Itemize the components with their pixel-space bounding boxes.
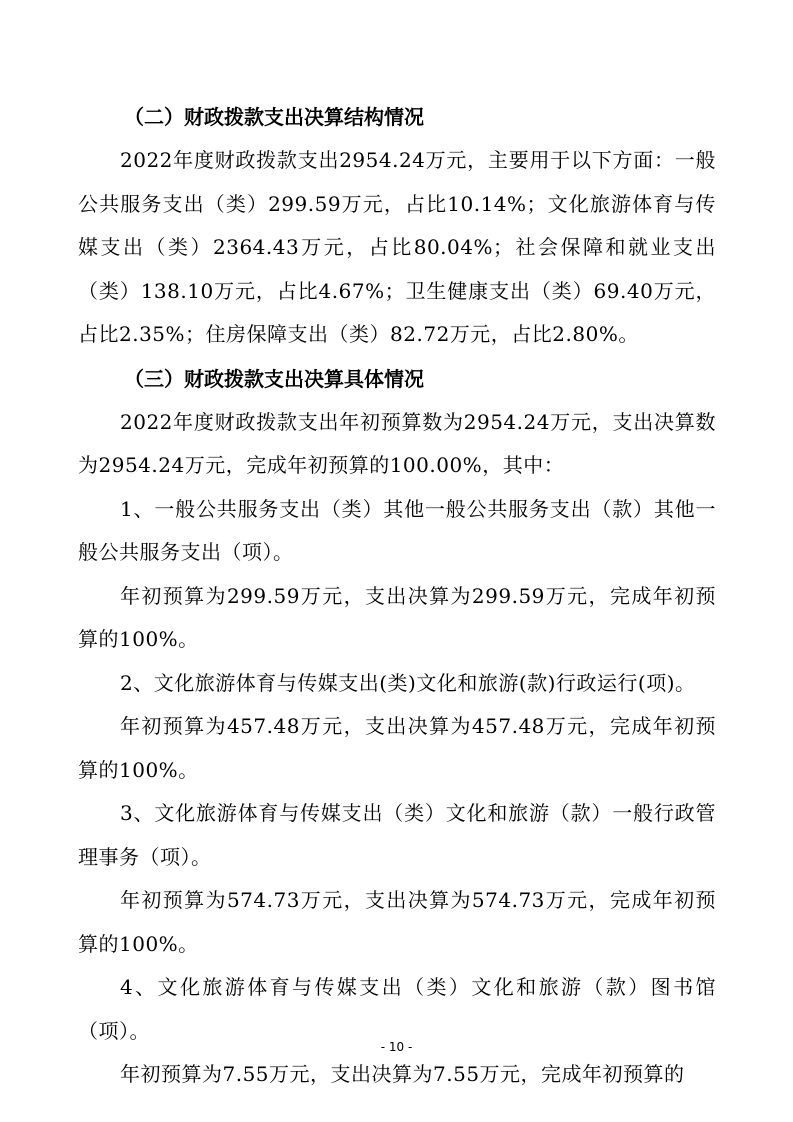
item-title: 4、文化旅游体育与传媒支出（类）文化和旅游（款）图书馆（项）。 [78, 975, 716, 1043]
paragraph-expenditure-structure: 2022年度财政拨款支出2954.24万元，主要用于以下方面：一般公共服务支出（类）299.59万元，占比10.14%；文化旅游体育与传媒支出（类）2364.43万元，占比80.04%；社会保障和就业支出（类）138.10万元，占比4.67%；卫生健康支出（类）69.40万元，占比2.35%；住房保障支出（类）82.72万元，占比2.80%。 [78, 148, 716, 346]
document-body [78, 95, 716, 1097]
item-title: 2、文化旅游体育与传媒支出(类)文化和旅游(款)行政运行(项)。 [120, 670, 696, 695]
section-heading-expenditure-structure: （二）财政拨款支出决算结构情况 [124, 105, 424, 129]
item-detail: 年初预算为457.48万元，支出决算为457.48万元，完成年初预算的100%。 [78, 714, 716, 782]
section-heading-expenditure-details: （三）财政拨款支出决算具体情况 [124, 366, 424, 391]
item-title: 3、文化旅游体育与传媒支出（类）文化和旅游（款）一般行政管理事务（项）。 [78, 801, 716, 869]
item-title: 1、一般公共服务支出（类）其他一般公共服务支出（款）其他一般公共服务支出（项）。 [78, 496, 716, 564]
item-detail: 年初预算为7.55万元，支出决算为7.55万元，完成年初预算的 [120, 1062, 685, 1086]
item-detail: 年初预算为574.73万元，支出决算为574.73万元，完成年初预算的100%。 [78, 888, 716, 956]
paragraph-expenditure-intro: 2022年度财政拨款支出年初预算数为2954.24万元，支出决算数为2954.24万元，完成年初预算的100.00%，其中： [78, 409, 716, 477]
page-number: - 10 - [380, 1040, 413, 1054]
item-detail: 年初预算为299.59万元，支出决算为299.59万元，完成年初预算的100%。 [78, 583, 716, 651]
